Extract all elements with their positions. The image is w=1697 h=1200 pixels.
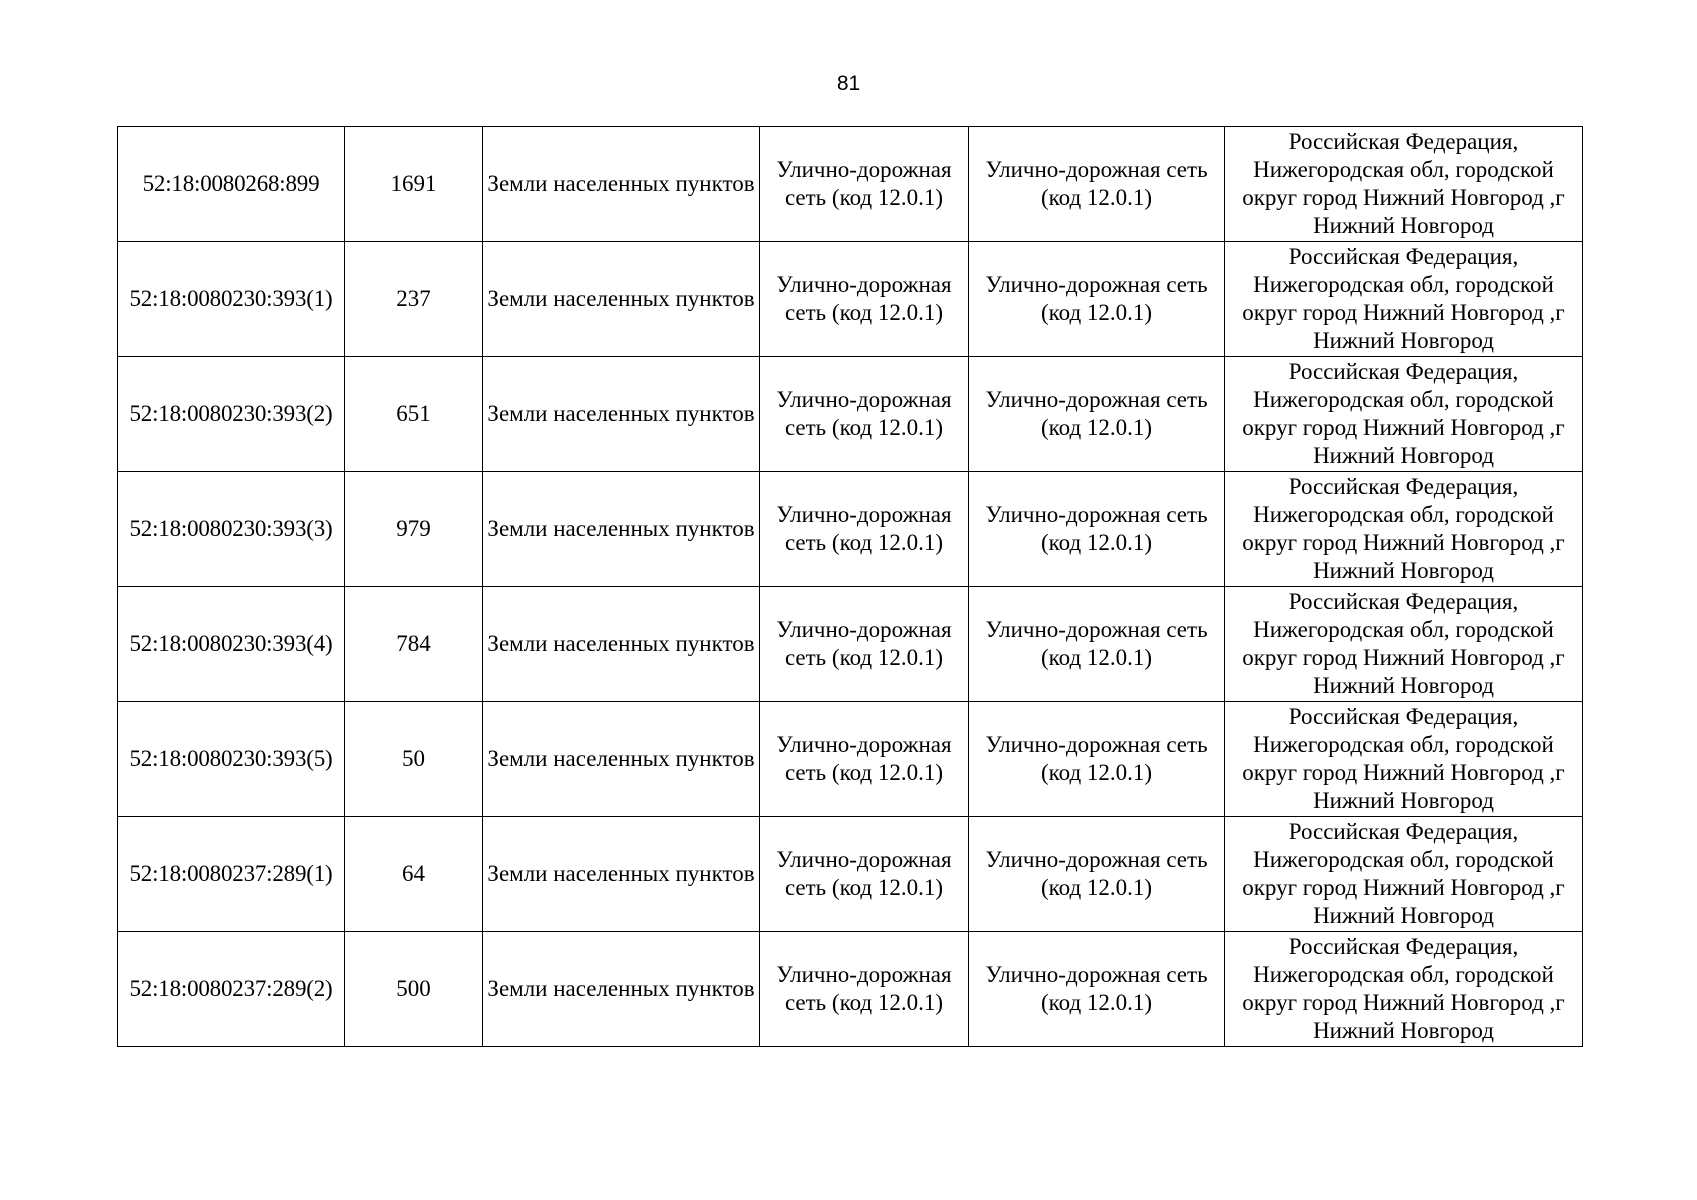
table-row [118, 587, 1583, 702]
table-row [118, 472, 1583, 587]
land-category-cell: Земли населенных пунктов [483, 702, 760, 817]
address-cell: Российская Федерация, Нижегородская обл, городской округ город Нижний Новгород ,г Нижний Новгород [1225, 932, 1583, 1047]
land-category-cell: Земли населенных пунктов [483, 817, 760, 932]
use-type-cell: Улично-дорожная сеть (код 12.0.1) [969, 587, 1225, 702]
address-cell: Российская Федерация, Нижегородская обл, городской округ город Нижний Новгород ,г Нижний Новгород [1225, 127, 1583, 242]
use-type-cell: Улично-дорожная сеть (код 12.0.1) [969, 127, 1225, 242]
use-type-cell: Улично-дорожная сеть (код 12.0.1) [969, 702, 1225, 817]
area-cell: 64 [345, 817, 483, 932]
land-category-cell: Земли населенных пунктов [483, 472, 760, 587]
table-row [118, 357, 1583, 472]
use-type-cell: Улично-дорожная сеть (код 12.0.1) [969, 472, 1225, 587]
permitted-use-cell: Улично-дорожная сеть (код 12.0.1) [760, 242, 969, 357]
land-category-cell: Земли населенных пунктов [483, 357, 760, 472]
table-row [118, 702, 1583, 817]
cadastral-number-cell: 52:18:0080230:393(5) [118, 702, 345, 817]
page-number: 81 [836, 72, 861, 95]
permitted-use-cell: Улично-дорожная сеть (код 12.0.1) [760, 587, 969, 702]
address-cell: Российская Федерация, Нижегородская обл, городской округ город Нижний Новгород ,г Нижний Новгород [1225, 357, 1583, 472]
permitted-use-cell: Улично-дорожная сеть (код 12.0.1) [760, 127, 969, 242]
use-type-cell: Улично-дорожная сеть (код 12.0.1) [969, 817, 1225, 932]
permitted-use-cell: Улично-дорожная сеть (код 12.0.1) [760, 817, 969, 932]
cadastral-number-cell: 52:18:0080230:393(1) [118, 242, 345, 357]
use-type-cell: Улично-дорожная сеть (код 12.0.1) [969, 242, 1225, 357]
cadastral-number-cell: 52:18:0080230:393(2) [118, 357, 345, 472]
area-cell: 1691 [345, 127, 483, 242]
use-type-cell: Улично-дорожная сеть (код 12.0.1) [969, 357, 1225, 472]
address-cell: Российская Федерация, Нижегородская обл, городской округ город Нижний Новгород ,г Нижний Новгород [1225, 817, 1583, 932]
table-row [118, 127, 1583, 242]
area-cell: 50 [345, 702, 483, 817]
land-category-cell: Земли населенных пунктов [483, 242, 760, 357]
address-cell: Российская Федерация, Нижегородская обл, городской округ город Нижний Новгород ,г Нижний Новгород [1225, 702, 1583, 817]
cadastral-number-cell: 52:18:0080237:289(1) [118, 817, 345, 932]
cadastral-number-cell: 52:18:0080237:289(2) [118, 932, 345, 1047]
table-row [118, 817, 1583, 932]
table-row [118, 932, 1583, 1047]
table-body [118, 127, 1583, 1047]
cadastral-number-cell: 52:18:0080268:899 [118, 127, 345, 242]
cadastral-number-cell: 52:18:0080230:393(3) [118, 472, 345, 587]
cadastral-number-cell: 52:18:0080230:393(4) [118, 587, 345, 702]
area-cell: 979 [345, 472, 483, 587]
permitted-use-cell: Улично-дорожная сеть (код 12.0.1) [760, 472, 969, 587]
permitted-use-cell: Улично-дорожная сеть (код 12.0.1) [760, 357, 969, 472]
address-cell: Российская Федерация, Нижегородская обл, городской округ город Нижний Новгород ,г Нижний Новгород [1225, 587, 1583, 702]
area-cell: 500 [345, 932, 483, 1047]
address-cell: Российская Федерация, Нижегородская обл, городской округ город Нижний Новгород ,г Нижний Новгород [1225, 242, 1583, 357]
table-row [118, 242, 1583, 357]
land-category-cell: Земли населенных пунктов [483, 587, 760, 702]
land-plots-table [117, 126, 1583, 1047]
permitted-use-cell: Улично-дорожная сеть (код 12.0.1) [760, 702, 969, 817]
area-cell: 651 [345, 357, 483, 472]
land-category-cell: Земли населенных пунктов [483, 127, 760, 242]
area-cell: 784 [345, 587, 483, 702]
area-cell: 237 [345, 242, 483, 357]
permitted-use-cell: Улично-дорожная сеть (код 12.0.1) [760, 932, 969, 1047]
address-cell: Российская Федерация, Нижегородская обл, городской округ город Нижний Новгород ,г Нижний Новгород [1225, 472, 1583, 587]
use-type-cell: Улично-дорожная сеть (код 12.0.1) [969, 932, 1225, 1047]
land-category-cell: Земли населенных пунктов [483, 932, 760, 1047]
